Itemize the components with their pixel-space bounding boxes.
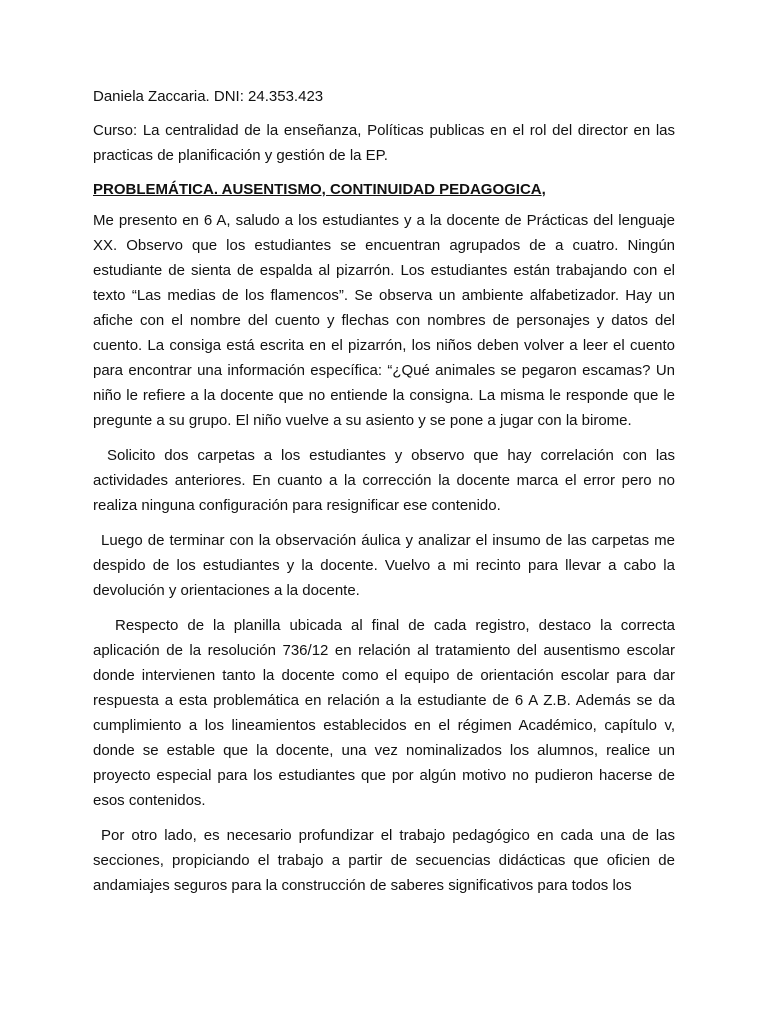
paragraph-pedagogical-work: Por otro lado, es necesario profundizar el trabajo pedagógico en cada una de las secciones, propiciando el trabajo a partir de secuencias didácticas que oficien de andamiajes seguros para la construcción de saberes significativos para todos los bbox=[93, 827, 675, 894]
section-heading-title: PROBLEMÁTICA. AUSENTISMO, CONTINUIDAD PEDAGOGICA bbox=[93, 181, 542, 198]
section-heading-punctuation: , bbox=[541, 181, 546, 198]
section-heading bbox=[93, 179, 675, 200]
author-line: Daniela Zaccaria. DNI: 24.353.423 bbox=[93, 88, 324, 105]
course-line: Curso: La centralidad de la enseñanza, Políticas publicas en el rol del director en las practicas de planificación y gestión de la EP. bbox=[93, 122, 675, 164]
paragraph-folders: Solicito dos carpetas a los estudiantes y observo que hay correlación con las actividades anteriores. En cuanto a la corrección la docente marca el error pero no realiza ninguna configuración para resignificar ese contenido. bbox=[93, 447, 675, 514]
paragraph-farewell: Luego de terminar con la observación áulica y analizar el insumo de las carpetas me despido de los estudiantes y la docente. Vuelvo a mi recinto para llevar a cabo la devolución y orientaciones a la docente. bbox=[93, 532, 675, 599]
document-body bbox=[93, 86, 675, 898]
paragraph-absenteeism: Respecto de la planilla ubicada al final de cada registro, destaco la correcta aplicación de la resolución 736/12 en relación al tratamiento del ausentismo escolar donde intervienen tanto la docente como el equipo de orientación escolar para dar respuesta a esta problemática en relación a la estudiante de 6 A Z.B. Además se da cumplimiento a los lineamientos establecidos en el régimen Académico, capítulo v, donde se estable que la docente, una vez nominalizados los alumnos, realice un proyecto especial para los estudiantes que por algún motivo no pudieron hacerse de esos contenidos. bbox=[93, 617, 675, 809]
paragraph-observation: Me presento en 6 A, saludo a los estudiantes y a la docente de Prácticas del lenguaje XX. Observo que los estudiantes se encuentran agrupados de a cuatro. Ningún estudiante de sienta de espalda al pizarrón. Los estudiantes están trabajando con el texto “Las medias de los flamencos”. Se observa un ambiente alfabetizador. Hay un afiche con el nombre del cuento y flechas con nombres de personajes y datos del cuento. La consiga está escrita en el pizarrón, los niños deben volver a leer el cuento para encontrar una información específica: “¿Qué animales se pegaron escamas? Un niño le refiere a la docente que no entiende la consigna. La misma le responde que le pregunte a su grupo. El niño vuelve a su asiento y se pone a jugar con la birome. bbox=[93, 212, 675, 429]
